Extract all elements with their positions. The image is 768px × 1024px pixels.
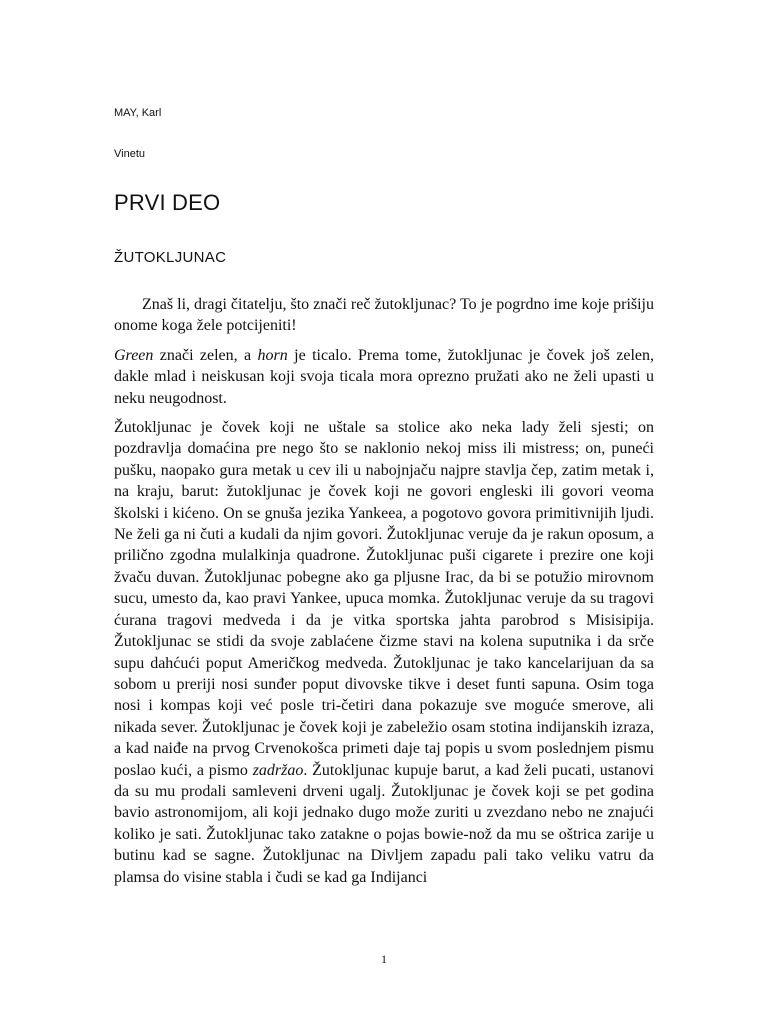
italic-word-zadrzao: zadržao <box>252 761 304 779</box>
paragraph-description <box>114 417 654 888</box>
body-text <box>114 294 654 896</box>
paragraph-text-segment: . Žutokljunac kupuje barut, a kad želi pucati, ustanovi da su mu prodali samleveni drveni ugalj. Žutokljunac je čovek koji se pet godina bavio astronomijom, ali koji jednako dugo može zuriti u zvezdano nebo ne znajući koliko je sati. Žutokljunac tako zatakne o pojas bowie-nož da mu se oštrica zarije u butinu kad se sagne. Žutokljunac na Divljem zapadu pali tako veliku vatru da plamsa do visine stabla i čudi se kad ga Indijanci <box>114 761 654 886</box>
paragraph-text-segment: je ticalo. Prema tome, žutokljunac je čovek još zelen, dakle mlad i neiskusan koji svoja ticala mora oprezno pružati ako ne želi upasti u neku neugodnost. <box>114 346 654 407</box>
paragraph-text-segment: Žutokljunac je čovek koji ne uštale sa stolice ako neka lady želi sjesti; on pozdravlja domaćina pre nego što se naklonio nekoj miss ili mistress; on, puneći pušku, naopako gura metak u cev ili u nabojnjaču najpre stavlja čep, zatim metak i, na kraju, barut: žutokljunac je čovek koji ne govori engleski ili govori veoma školski i kićeno. On se gnuša jezika Yankeea, a pogotovo govora primitivnijih ljudi. Ne želi ga ni čuti a kudali da njim govori. Žutokljunac veruje da je rakun oposum, a prilično zgodna mulalkinja quadrone. Žutokljunac puši cigarete i prezire one koji žvaču duvan. Žutokljunac pobegne ako ga pljusne Irac, da bi se potužio mirovnom sucu, umesto da, kao pravi Yankee, upuca momka. Žutokljunac veruje da su tragovi ćurana tragovi medveda i da je vitka sportska jahta parobrod s Misisipija. Žutokljunac se stidi da svoje zablaćene čizme stavi na kolena suputnika i da srče supu dahćući poput Američkog medveda. Žutokljunac je tako kancelarijuan da sa sobom u preriji nosi sunđer poput divovske tikve i deset funti sapuna. Osim toga nosi i kompas koji već posle tri-četiri dana pokazuje sve moguće smerove, ali nikada sever. Žutokljunac je čovek koji je zabeležio osam stotina indijanskih izraza, a kad naiđe na prvog Crvenokošca primeti daje taj popis u svom poslednjem pismu poslao kući, a pismo <box>114 419 654 779</box>
paragraph-text-segment: znači zelen, a <box>153 346 258 364</box>
book-title-line: Vinetu <box>114 148 145 160</box>
italic-word-horn: horn <box>257 346 288 364</box>
author-line: MAY, Karl <box>114 107 162 119</box>
page-number: 1 <box>381 952 387 966</box>
paragraph-green-horn <box>114 345 654 409</box>
italic-word-green: Green <box>114 346 154 364</box>
chapter-heading: ŽUTOKLJUNAC <box>114 249 227 266</box>
paragraph-intro: Znaš li, dragi čitatelju, što znači reč žutokljunac? To je pogrdno ime koje prišiju onome koga žele potcijeniti! <box>114 296 654 335</box>
part-heading: PRVI DEO <box>114 190 221 215</box>
